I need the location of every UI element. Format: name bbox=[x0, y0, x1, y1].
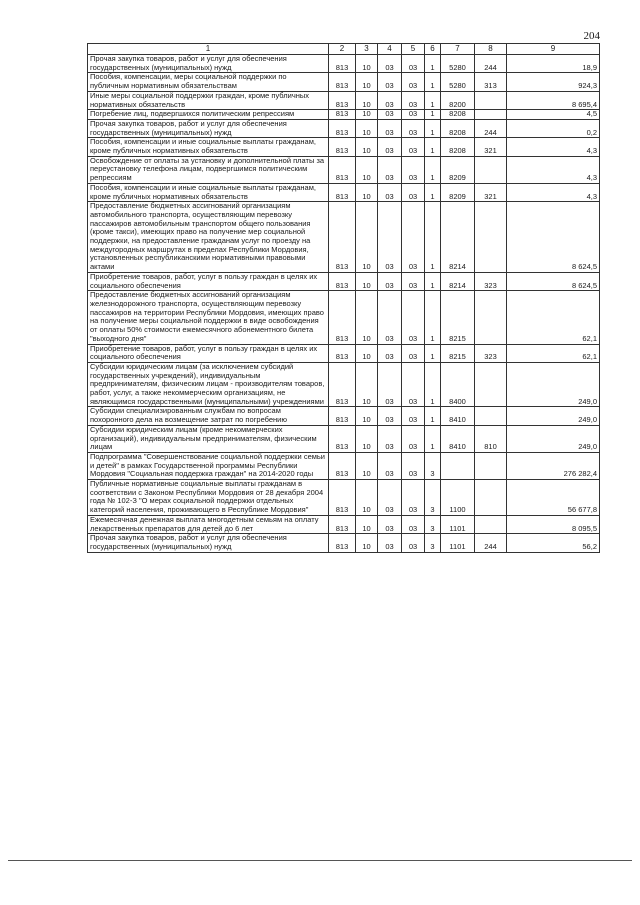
section-code: 10 bbox=[356, 55, 378, 73]
subprogram-code: 1 bbox=[425, 407, 441, 425]
expense-type-code bbox=[475, 202, 507, 273]
item-name: Субсидии специализированным службам по вопросам похоронного дела на возмещение затрат по погребению bbox=[88, 407, 329, 425]
subprogram-code: 1 bbox=[425, 272, 441, 290]
target-article-code bbox=[441, 452, 475, 479]
item-name: Подпрограмма "Совершенствование социальной поддержки семьи и детей" в рамках Государственной программы Республики Мордовия "Социальная поддержка граждан" на 2014-2020 годы bbox=[88, 452, 329, 479]
program-code: 03 bbox=[402, 156, 425, 183]
ministry-code: 813 bbox=[329, 119, 356, 137]
section-code: 10 bbox=[356, 183, 378, 201]
expense-type-code bbox=[475, 362, 507, 407]
amount: 0,2 bbox=[507, 119, 600, 137]
ministry-code: 813 bbox=[329, 156, 356, 183]
table-row bbox=[88, 344, 600, 362]
column-header: 1 bbox=[88, 44, 329, 55]
section-code: 10 bbox=[356, 138, 378, 156]
expense-type-code bbox=[475, 156, 507, 183]
subsection-code: 03 bbox=[378, 291, 402, 344]
amount: 249,0 bbox=[507, 407, 600, 425]
section-code: 10 bbox=[356, 515, 378, 533]
item-name: Ежемесячная денежная выплата многодетным семьям на оплату лекарственных препаратов для детей до 6 лет bbox=[88, 515, 329, 533]
amount: 8 095,5 bbox=[507, 515, 600, 533]
program-code: 03 bbox=[402, 362, 425, 407]
program-code: 03 bbox=[402, 91, 425, 109]
program-code: 03 bbox=[402, 480, 425, 516]
section-code: 10 bbox=[356, 425, 378, 452]
table-row bbox=[88, 55, 600, 73]
ministry-code: 813 bbox=[329, 407, 356, 425]
table-row bbox=[88, 202, 600, 273]
subprogram-code: 1 bbox=[425, 156, 441, 183]
target-article-code: 5280 bbox=[441, 55, 475, 73]
table-row bbox=[88, 272, 600, 290]
subsection-code: 03 bbox=[378, 515, 402, 533]
subsection-code: 03 bbox=[378, 110, 402, 120]
item-name: Субсидии юридическим лицам (за исключением субсидий государственных учреждений), индивидуальным предпринимателям, физическим лицам - производителям товаров, работ, услуг, а также некоммерческим организациям, не являющимся государственными (муниципальными) учреждениями bbox=[88, 362, 329, 407]
ministry-code: 813 bbox=[329, 138, 356, 156]
item-name: Пособия, компенсации и иные социальные выплаты гражданам, кроме публичных нормативных обязательств bbox=[88, 183, 329, 201]
amount: 62,1 bbox=[507, 291, 600, 344]
subsection-code: 03 bbox=[378, 362, 402, 407]
table-row bbox=[88, 183, 600, 201]
ministry-code: 813 bbox=[329, 91, 356, 109]
item-name: Прочая закупка товаров, работ и услуг для обеспечения государственных (муниципальных) нужд bbox=[88, 534, 329, 552]
target-article-code: 8209 bbox=[441, 183, 475, 201]
table-row bbox=[88, 91, 600, 109]
amount: 4,3 bbox=[507, 156, 600, 183]
subsection-code: 03 bbox=[378, 425, 402, 452]
item-name: Пособия, компенсации и иные социальные выплаты гражданам, кроме публичных нормативных обязательств bbox=[88, 138, 329, 156]
program-code: 03 bbox=[402, 183, 425, 201]
table-row bbox=[88, 515, 600, 533]
item-name: Погребение лиц, подвергшихся политическим репрессиям bbox=[88, 110, 329, 120]
item-name: Публичные нормативные социальные выплаты гражданам в соответствии с Законом Республики Мордовия от 28 декабря 2004 года № 102-З "О мерах социальной поддержки отдельных категорий населения, проживающего в Республике Мордовия" bbox=[88, 480, 329, 516]
program-code: 03 bbox=[402, 407, 425, 425]
item-name: Прочая закупка товаров, работ и услуг для обеспечения государственных (муниципальных) нужд bbox=[88, 119, 329, 137]
subprogram-code: 1 bbox=[425, 362, 441, 407]
expense-type-code: 244 bbox=[475, 119, 507, 137]
page-number: 204 bbox=[583, 30, 600, 42]
target-article-code: 1101 bbox=[441, 515, 475, 533]
expense-type-code: 244 bbox=[475, 55, 507, 73]
expense-type-code: 810 bbox=[475, 425, 507, 452]
section-code: 10 bbox=[356, 344, 378, 362]
column-header: 9 bbox=[507, 44, 600, 55]
program-code: 03 bbox=[402, 272, 425, 290]
subsection-code: 03 bbox=[378, 73, 402, 91]
section-code: 10 bbox=[356, 362, 378, 407]
column-header: 7 bbox=[441, 44, 475, 55]
target-article-code: 8200 bbox=[441, 91, 475, 109]
ministry-code: 813 bbox=[329, 515, 356, 533]
ministry-code: 813 bbox=[329, 362, 356, 407]
target-article-code: 1100 bbox=[441, 480, 475, 516]
subsection-code: 03 bbox=[378, 272, 402, 290]
subprogram-code: 1 bbox=[425, 73, 441, 91]
subprogram-code: 1 bbox=[425, 183, 441, 201]
budget-table bbox=[87, 43, 600, 553]
table-row bbox=[88, 480, 600, 516]
subsection-code: 03 bbox=[378, 452, 402, 479]
target-article-code: 8209 bbox=[441, 156, 475, 183]
target-article-code: 8215 bbox=[441, 291, 475, 344]
table-row bbox=[88, 119, 600, 137]
ministry-code: 813 bbox=[329, 291, 356, 344]
item-name: Приобретение товаров, работ, услуг в пользу граждан в целях их социального обеспечения bbox=[88, 272, 329, 290]
subsection-code: 03 bbox=[378, 91, 402, 109]
target-article-code: 8410 bbox=[441, 407, 475, 425]
item-name: Предоставление бюджетных ассигнований организациям железнодорожного транспорта, осуществляющим перевозку пассажиров на территории Республики Мордовия, имеющих право на получение меры социальной поддержки в виде освобождения от оплаты 50% стоимости ежемесячного абонементного билета "выходного дня" bbox=[88, 291, 329, 344]
section-code: 10 bbox=[356, 91, 378, 109]
subsection-code: 03 bbox=[378, 534, 402, 552]
column-header: 5 bbox=[402, 44, 425, 55]
column-header: 8 bbox=[475, 44, 507, 55]
program-code: 03 bbox=[402, 119, 425, 137]
target-article-code: 1101 bbox=[441, 534, 475, 552]
subsection-code: 03 bbox=[378, 480, 402, 516]
item-name: Предоставление бюджетных ассигнований организациям автомобильного транспорта, осуществляющим перевозку пассажиров автомобильным транспортом общего пользования (кроме такси), имеющих право на получение мер социальной поддержки, на предоставление гражданам услуг по проезду на междугородных маршрутах в пределах Республики Мордовия, установленных республиканскими нормативными правовыми актами bbox=[88, 202, 329, 273]
amount: 62,1 bbox=[507, 344, 600, 362]
target-article-code: 8215 bbox=[441, 344, 475, 362]
table-row bbox=[88, 425, 600, 452]
table-header-row bbox=[88, 44, 600, 55]
section-code: 10 bbox=[356, 110, 378, 120]
expense-type-code: 244 bbox=[475, 534, 507, 552]
subprogram-code: 3 bbox=[425, 515, 441, 533]
target-article-code: 5280 bbox=[441, 73, 475, 91]
expense-type-code: 321 bbox=[475, 183, 507, 201]
subsection-code: 03 bbox=[378, 344, 402, 362]
subsection-code: 03 bbox=[378, 183, 402, 201]
expense-type-code bbox=[475, 480, 507, 516]
subprogram-code: 3 bbox=[425, 452, 441, 479]
table-row bbox=[88, 407, 600, 425]
amount: 249,0 bbox=[507, 362, 600, 407]
amount: 4,3 bbox=[507, 183, 600, 201]
program-code: 03 bbox=[402, 73, 425, 91]
section-code: 10 bbox=[356, 291, 378, 344]
subsection-code: 03 bbox=[378, 156, 402, 183]
subprogram-code: 3 bbox=[425, 480, 441, 516]
program-code: 03 bbox=[402, 138, 425, 156]
program-code: 03 bbox=[402, 202, 425, 273]
section-code: 10 bbox=[356, 73, 378, 91]
ministry-code: 813 bbox=[329, 183, 356, 201]
amount: 18,9 bbox=[507, 55, 600, 73]
section-code: 10 bbox=[356, 480, 378, 516]
subprogram-code: 1 bbox=[425, 119, 441, 137]
amount: 8 695,4 bbox=[507, 91, 600, 109]
target-article-code: 8208 bbox=[441, 110, 475, 120]
target-article-code: 8400 bbox=[441, 362, 475, 407]
item-name: Иные меры социальной поддержки граждан, кроме публичных нормативных обязательств bbox=[88, 91, 329, 109]
expense-type-code bbox=[475, 407, 507, 425]
ministry-code: 813 bbox=[329, 202, 356, 273]
ministry-code: 813 bbox=[329, 272, 356, 290]
table-row bbox=[88, 110, 600, 120]
ministry-code: 813 bbox=[329, 425, 356, 452]
program-code: 03 bbox=[402, 110, 425, 120]
table-body bbox=[88, 55, 600, 553]
program-code: 03 bbox=[402, 452, 425, 479]
program-code: 03 bbox=[402, 425, 425, 452]
section-code: 10 bbox=[356, 272, 378, 290]
amount: 249,0 bbox=[507, 425, 600, 452]
section-code: 10 bbox=[356, 407, 378, 425]
expense-type-code bbox=[475, 452, 507, 479]
table-row bbox=[88, 73, 600, 91]
section-code: 10 bbox=[356, 534, 378, 552]
item-name: Прочая закупка товаров, работ и услуг для обеспечения государственных (муниципальных) нужд bbox=[88, 55, 329, 73]
column-header: 6 bbox=[425, 44, 441, 55]
expense-type-code: 313 bbox=[475, 73, 507, 91]
amount: 56,2 bbox=[507, 534, 600, 552]
table-row bbox=[88, 362, 600, 407]
expense-type-code: 323 bbox=[475, 344, 507, 362]
item-name: Освобождение от оплаты за установку и дополнительной платы за переустановку телефона лицам, подвергшимся политическим репрессиям bbox=[88, 156, 329, 183]
subprogram-code: 1 bbox=[425, 91, 441, 109]
section-code: 10 bbox=[356, 452, 378, 479]
expense-type-code: 321 bbox=[475, 138, 507, 156]
item-name: Приобретение товаров, работ, услуг в пользу граждан в целях их социального обеспечения bbox=[88, 344, 329, 362]
ministry-code: 813 bbox=[329, 534, 356, 552]
amount: 4,3 bbox=[507, 138, 600, 156]
item-name: Субсидии юридическим лицам (кроме некоммерческих организаций), индивидуальным предпринимателям, физическим лицам bbox=[88, 425, 329, 452]
expense-type-code bbox=[475, 291, 507, 344]
target-article-code: 8214 bbox=[441, 202, 475, 273]
ministry-code: 813 bbox=[329, 55, 356, 73]
ministry-code: 813 bbox=[329, 452, 356, 479]
expense-type-code bbox=[475, 110, 507, 120]
column-header: 3 bbox=[356, 44, 378, 55]
amount: 4,5 bbox=[507, 110, 600, 120]
subprogram-code: 1 bbox=[425, 110, 441, 120]
section-code: 10 bbox=[356, 156, 378, 183]
ministry-code: 813 bbox=[329, 480, 356, 516]
column-header: 2 bbox=[329, 44, 356, 55]
subsection-code: 03 bbox=[378, 55, 402, 73]
table-row bbox=[88, 156, 600, 183]
target-article-code: 8208 bbox=[441, 119, 475, 137]
section-code: 10 bbox=[356, 202, 378, 273]
expense-type-code bbox=[475, 515, 507, 533]
table-row bbox=[88, 291, 600, 344]
subprogram-code: 1 bbox=[425, 344, 441, 362]
program-code: 03 bbox=[402, 534, 425, 552]
subprogram-code: 1 bbox=[425, 202, 441, 273]
amount: 276 282,4 bbox=[507, 452, 600, 479]
target-article-code: 8214 bbox=[441, 272, 475, 290]
expense-type-code: 323 bbox=[475, 272, 507, 290]
amount: 8 624,5 bbox=[507, 202, 600, 273]
target-article-code: 8410 bbox=[441, 425, 475, 452]
table-row bbox=[88, 452, 600, 479]
table-row bbox=[88, 534, 600, 552]
amount: 924,3 bbox=[507, 73, 600, 91]
subprogram-code: 1 bbox=[425, 138, 441, 156]
subsection-code: 03 bbox=[378, 202, 402, 273]
page-bottom-rule bbox=[8, 860, 632, 861]
subprogram-code: 1 bbox=[425, 55, 441, 73]
subsection-code: 03 bbox=[378, 138, 402, 156]
ministry-code: 813 bbox=[329, 344, 356, 362]
subsection-code: 03 bbox=[378, 407, 402, 425]
program-code: 03 bbox=[402, 344, 425, 362]
amount: 8 624,5 bbox=[507, 272, 600, 290]
item-name: Пособия, компенсации, меры социальной поддержки по публичным нормативным обязательствам bbox=[88, 73, 329, 91]
target-article-code: 8208 bbox=[441, 138, 475, 156]
amount: 56 677,8 bbox=[507, 480, 600, 516]
ministry-code: 813 bbox=[329, 110, 356, 120]
ministry-code: 813 bbox=[329, 73, 356, 91]
expense-type-code bbox=[475, 91, 507, 109]
column-header: 4 bbox=[378, 44, 402, 55]
subprogram-code: 1 bbox=[425, 425, 441, 452]
program-code: 03 bbox=[402, 55, 425, 73]
section-code: 10 bbox=[356, 119, 378, 137]
program-code: 03 bbox=[402, 291, 425, 344]
program-code: 03 bbox=[402, 515, 425, 533]
table-row bbox=[88, 138, 600, 156]
subsection-code: 03 bbox=[378, 119, 402, 137]
subprogram-code: 3 bbox=[425, 534, 441, 552]
subprogram-code: 1 bbox=[425, 291, 441, 344]
